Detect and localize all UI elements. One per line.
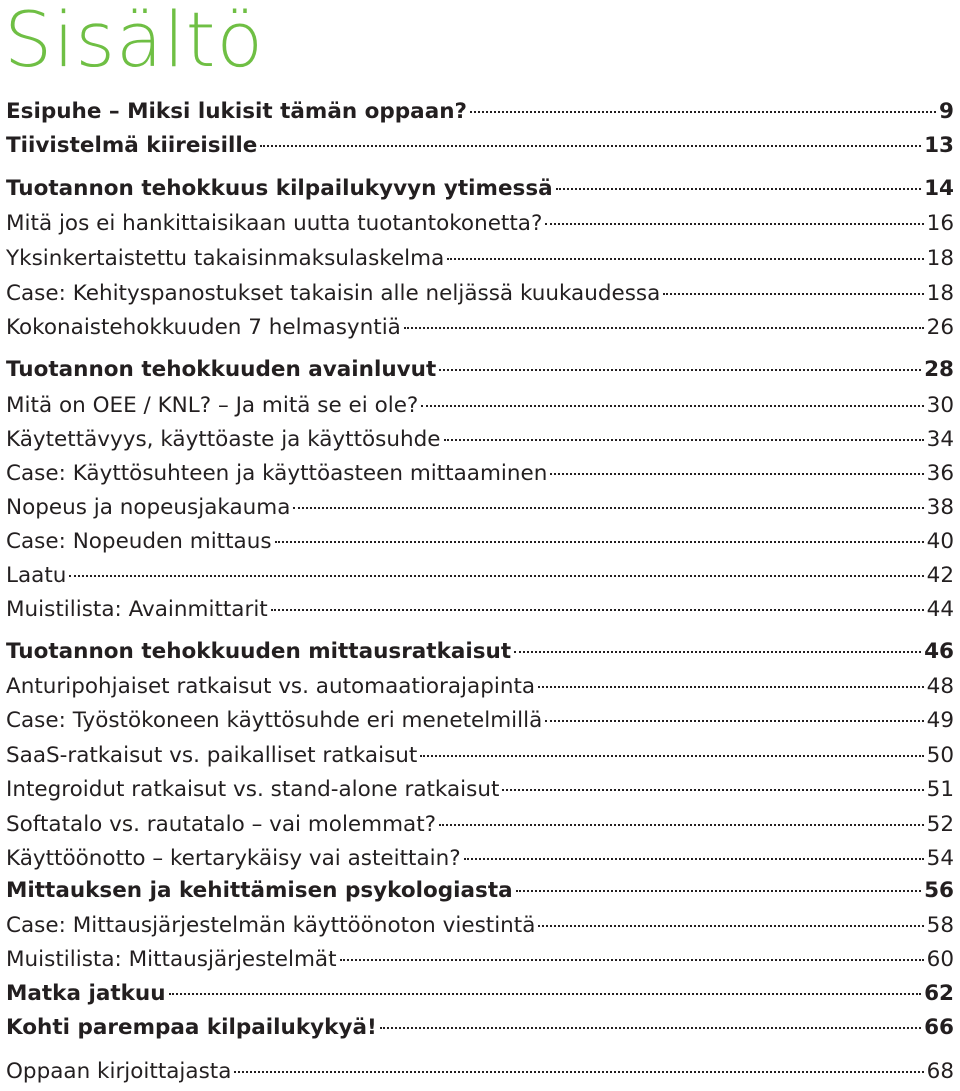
toc-entry-label: Kohti parempaa kilpailukykyä! xyxy=(6,1015,377,1040)
toc-entry-page-number: 13 xyxy=(924,133,954,158)
toc-entry[interactable] xyxy=(6,97,954,131)
toc-entry-page-number: 48 xyxy=(926,674,954,699)
toc-entry-page-number: 18 xyxy=(926,281,954,306)
dot-leader xyxy=(293,507,923,509)
toc-entry-label: Tuotannon tehokkuus kilpailukyvyn ytimessä xyxy=(6,176,553,201)
dot-leader xyxy=(420,755,923,757)
toc-entry-page-number: 30 xyxy=(926,393,954,418)
toc-entry-page-number: 38 xyxy=(926,495,954,520)
toc-entry-page-number: 26 xyxy=(926,315,954,340)
dot-leader xyxy=(514,651,921,653)
toc-entry-label: Esipuhe – Miksi lukisit tämän oppaan? xyxy=(6,99,467,124)
dot-leader xyxy=(404,327,924,329)
toc-entry[interactable] xyxy=(6,209,954,243)
toc-entry-label: Käyttöönotto – kertarykäisy vai asteittain? xyxy=(6,846,461,871)
toc-entry[interactable] xyxy=(6,810,954,844)
dot-leader xyxy=(447,258,923,260)
dot-leader xyxy=(464,858,924,860)
toc-entry-page-number: 66 xyxy=(924,1015,954,1040)
toc-entry[interactable] xyxy=(6,244,954,278)
toc-entry-label: Integroidut ratkaisut vs. stand-alone ratkaisut xyxy=(6,777,500,802)
toc-entry[interactable] xyxy=(6,911,954,945)
dot-leader xyxy=(271,609,924,611)
toc-entry-page-number: 54 xyxy=(926,846,954,871)
toc-entry-label: Softatalo vs. rautatalo – vai molemmat? xyxy=(6,812,437,837)
toc-entry-label: Yksinkertaistettu takaisinmaksulaskelma xyxy=(6,246,445,271)
toc-entry-label: Tuotannon tehokkuuden mittausratkaisut xyxy=(6,639,512,664)
dot-leader xyxy=(439,369,921,371)
toc-entry-label: SaaS-ratkaisut vs. paikalliset ratkaisut xyxy=(6,743,418,768)
dot-leader xyxy=(380,1027,921,1029)
dot-leader xyxy=(421,405,923,407)
toc-entry[interactable] xyxy=(6,131,954,165)
dot-leader xyxy=(516,890,921,892)
toc-entry[interactable] xyxy=(6,945,954,979)
toc-entry-page-number: 9 xyxy=(939,99,954,124)
dot-leader xyxy=(275,541,924,543)
toc-entry[interactable] xyxy=(6,493,954,527)
dot-leader xyxy=(545,720,923,722)
toc-entry-label: Mitä jos ei hankittaisikaan uutta tuotantokonetta? xyxy=(6,211,543,236)
toc-entry-page-number: 52 xyxy=(926,812,954,837)
dot-leader xyxy=(470,111,936,113)
dot-leader xyxy=(69,575,923,577)
dot-leader xyxy=(439,824,924,826)
toc-entry-page-number: 36 xyxy=(926,461,954,486)
dot-leader xyxy=(556,188,921,190)
toc-entry-page-number: 34 xyxy=(926,427,954,452)
toc-entry-page-number: 56 xyxy=(924,878,954,903)
toc-entry[interactable] xyxy=(6,279,954,313)
toc-entry[interactable] xyxy=(6,391,954,425)
dot-leader xyxy=(340,959,924,961)
toc-entry[interactable] xyxy=(6,775,954,809)
toc-entry-label: Mittauksen ja kehittämisen psykologiasta xyxy=(6,878,513,903)
toc-entry[interactable] xyxy=(6,741,954,775)
toc-entry-page-number: 49 xyxy=(926,708,954,733)
toc-entry[interactable] xyxy=(6,561,954,595)
toc-entry-page-number: 44 xyxy=(926,597,954,622)
toc-entry[interactable] xyxy=(6,595,954,629)
toc-entry-page-number: 58 xyxy=(926,913,954,938)
toc-entry-page-number: 60 xyxy=(926,947,954,972)
toc-entry[interactable] xyxy=(6,459,954,493)
dot-leader xyxy=(169,993,922,995)
dot-leader xyxy=(234,1071,923,1073)
dot-leader xyxy=(663,293,923,295)
toc-entry-label: Nopeus ja nopeusjakauma xyxy=(6,495,291,520)
toc-entry[interactable] xyxy=(6,672,954,706)
dot-leader xyxy=(538,925,923,927)
toc-entry-label: Case: Kehityspanostukset takaisin alle neljässä kuukaudessa xyxy=(6,281,661,306)
page-title: Sisältö xyxy=(4,0,264,84)
toc-entry[interactable] xyxy=(6,1013,954,1047)
toc-entry-page-number: 16 xyxy=(926,211,954,236)
toc-entry-label: Matka jatkuu xyxy=(6,981,166,1006)
toc-entry-label: Laatu xyxy=(6,563,67,588)
toc-entry-label: Anturipohjaiset ratkaisut vs. automaatiorajapinta xyxy=(6,674,536,699)
toc-entry[interactable] xyxy=(6,706,954,740)
toc-entry[interactable] xyxy=(6,1057,954,1091)
toc-entry-label: Case: Nopeuden mittaus xyxy=(6,529,272,554)
toc-entry-label: Tiivistelmä kiireisille xyxy=(6,133,258,158)
toc-entry-label: Muistilista: Avainmittarit xyxy=(6,597,268,622)
toc-entry[interactable] xyxy=(6,979,954,1013)
toc-entry-page-number: 68 xyxy=(926,1059,954,1084)
toc-entry-page-number: 46 xyxy=(924,639,954,664)
toc-entry-page-number: 40 xyxy=(926,529,954,554)
toc-entry-page-number: 51 xyxy=(926,777,954,802)
toc-entry-page-number: 14 xyxy=(924,176,954,201)
dot-leader xyxy=(550,473,923,475)
toc-entry[interactable] xyxy=(6,637,954,671)
toc-entry-label: Käytettävyys, käyttöaste ja käyttösuhde xyxy=(6,427,441,452)
toc-entry-label: Case: Käyttösuhteen ja käyttöasteen mittaaminen xyxy=(6,461,548,486)
toc-entry[interactable] xyxy=(6,355,954,389)
toc-entry[interactable] xyxy=(6,844,954,878)
toc-entry-page-number: 18 xyxy=(926,246,954,271)
toc-entry-page-number: 50 xyxy=(926,743,954,768)
toc-entry-label: Case: Mittausjärjestelmän käyttöönoton viestintä xyxy=(6,913,536,938)
toc-entry[interactable] xyxy=(6,313,954,347)
toc-entry[interactable] xyxy=(6,425,954,459)
toc-entry[interactable] xyxy=(6,527,954,561)
toc-entry-label: Muistilista: Mittausjärjestelmät xyxy=(6,947,337,972)
toc-entry-label: Tuotannon tehokkuuden avainluvut xyxy=(6,357,437,382)
toc-entry-label: Case: Työstökoneen käyttösuhde eri menetelmillä xyxy=(6,708,543,733)
dot-leader xyxy=(502,789,923,791)
dot-leader xyxy=(260,145,921,147)
toc-entry[interactable] xyxy=(6,174,954,208)
toc-entry-label: Kokonaistehokkuuden 7 helmasyntiä xyxy=(6,315,401,340)
toc-entry-page-number: 42 xyxy=(926,563,954,588)
toc-entry-label: Oppaan kirjoittajasta xyxy=(6,1059,232,1084)
toc-entry-page-number: 28 xyxy=(924,357,954,382)
toc-entry-page-number: 62 xyxy=(924,981,954,1006)
dot-leader xyxy=(444,439,924,441)
dot-leader xyxy=(545,223,923,225)
toc-entry-label: Mitä on OEE / KNL? – Ja mitä se ei ole? xyxy=(6,393,419,418)
dot-leader xyxy=(538,686,924,688)
toc-entry[interactable] xyxy=(6,876,954,910)
